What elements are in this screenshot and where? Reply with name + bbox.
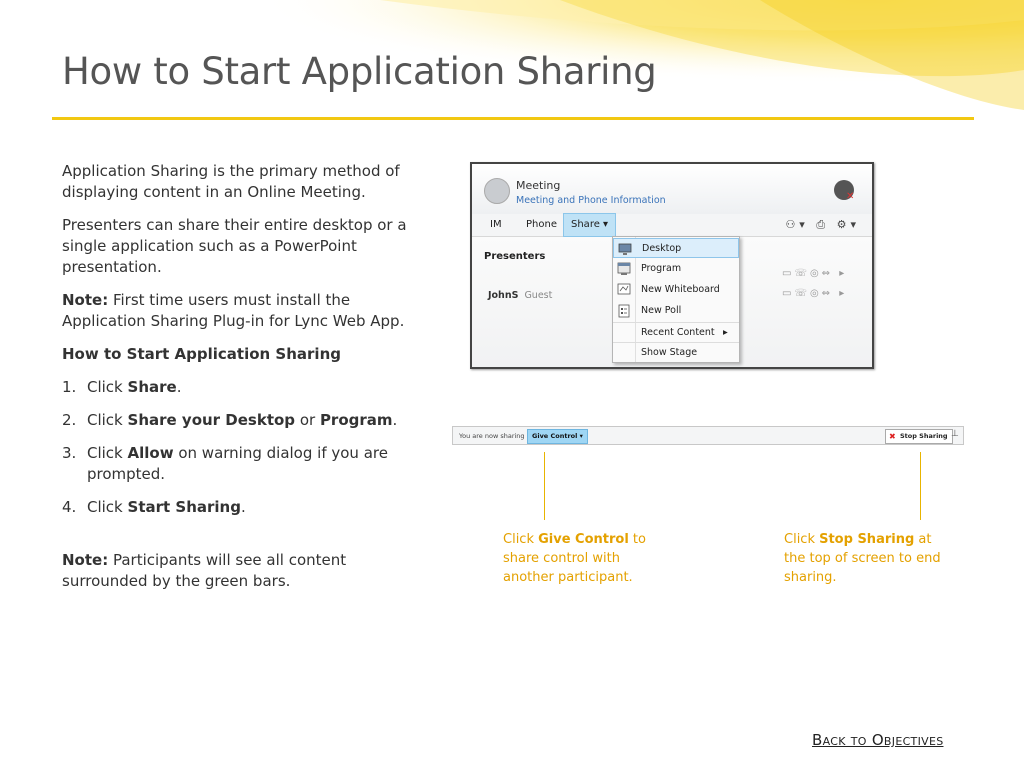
toolbar-icons[interactable]: ⚇▾ ⎙ ⚙▾ [785,218,860,231]
window-header [472,164,872,214]
menu-item-new-whiteboard[interactable]: New Whiteboard [613,280,739,300]
menu-item-desktop[interactable]: Desktop [613,238,739,258]
give-control-callout: Click Give Control to share control with another participant. [503,532,646,585]
menu-item-new-poll[interactable]: New Poll [613,301,739,321]
install-note [62,290,422,332]
back-to-objectives-link[interactable]: Back to Objectives [812,731,944,749]
tab-bar [472,214,872,237]
monitor-icon [618,242,632,256]
menu-item-recent-content[interactable]: Recent Content ▸ [613,322,739,343]
title-divider [52,117,974,120]
callout-line [920,452,921,520]
end-meeting-x-icon: ✕ [846,191,855,202]
callout-line [544,452,545,520]
sharing-status: You are now sharing [459,432,525,440]
tab-im[interactable]: IM [490,219,502,230]
note-text: First time users must install the Application Sharing Plug-in for Lync Web App. [62,291,405,330]
chevron-down-icon: ▾ [603,219,609,230]
menu-item-program[interactable]: Program [613,259,739,279]
stop-sharing-callout: Click Stop Sharing at the top of screen to end sharing. [784,532,941,585]
step-item: 4. Click Start Sharing. [62,498,246,516]
step-item: 2. Click Share your Desktop or Program. [62,411,398,429]
instructions-column [62,161,422,604]
steps-heading: How to Start Application Sharing [62,345,341,363]
note-label: Note: [62,291,109,309]
meeting-info-link[interactable]: Meeting and Phone Information [516,195,666,206]
participants-note: Note: Participants will see all content surrounded by the green bars. [62,551,347,590]
step-item: 3. Click Allow on warning dialog if you are prompted. [62,444,388,483]
tab-share[interactable]: Share ▾ [563,213,616,237]
whiteboard-icon [617,283,631,297]
menu-item-show-stage[interactable]: Show Stage [613,342,739,363]
page-title: How to Start Application Sharing [62,50,657,93]
lync-meeting-window [470,162,874,369]
contact-actions-icon[interactable]: ▭☏◎⇔ ▸ [782,268,848,279]
sharing-toolbar [452,426,964,445]
chevron-right-icon: ▸ [723,327,728,338]
give-control-button[interactable]: Give Control ▾ [527,429,588,444]
tab-phone[interactable]: Phone [526,219,557,230]
poll-icon [617,304,631,318]
pin-icon[interactable]: ⊥ [951,429,959,439]
contact-actions-icon[interactable]: ▭☏◎⇔ ▸ [782,288,848,299]
participant-row[interactable]: JohnS Guest [488,290,553,301]
presenters-heading: Presenters [484,251,546,262]
steps-list [62,377,422,518]
close-icon: ✖ [889,432,896,441]
step-item: 1. Click Share. [62,378,182,396]
meeting-logo-icon [484,178,510,204]
stop-sharing-button[interactable]: ✖ Stop Sharing [885,429,953,444]
window-title: Meeting [516,179,561,192]
share-dropdown-menu [612,236,740,363]
presenters-paragraph: Presenters can share their entire desktop or a single application such as a PowerPoint presentation. [62,216,407,276]
intro-paragraph: Application Sharing is the primary method of displaying content in an Online Meeting. [62,162,400,201]
program-icon [617,262,631,276]
